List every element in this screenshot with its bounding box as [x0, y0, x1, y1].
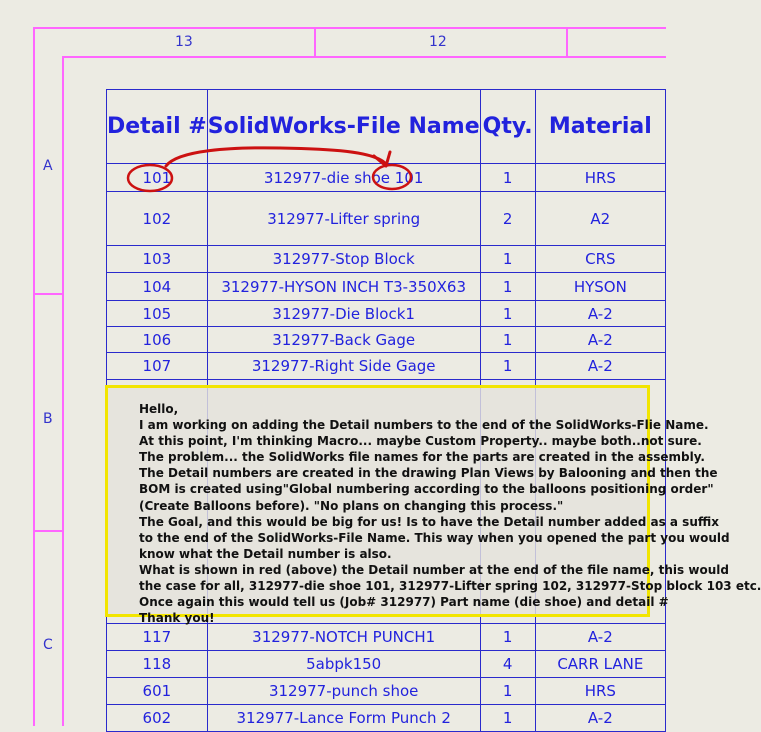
cell-detail: 105 — [107, 301, 208, 327]
zone-label-row-b: B — [43, 411, 53, 427]
note-line: know what the Detail number is also. — [139, 546, 392, 561]
note-line: The problem... the SolidWorks file names for the parts are created in the assembly. — [139, 450, 705, 465]
cell-detail: 101 — [107, 164, 208, 192]
cell-qty: 1 — [480, 353, 535, 380]
cell-material: HYSON — [535, 273, 665, 301]
frame-inner-top — [62, 56, 666, 58]
cell-file-name: 312977-Die Block1 — [207, 301, 480, 327]
header-file-name: SolidWorks-File Name — [207, 90, 480, 164]
cell-detail: 117 — [107, 624, 208, 651]
frame-zone-divider-row-2 — [33, 530, 63, 532]
frame-zone-divider-col-2 — [566, 27, 568, 57]
cell-file-name: 312977-punch shoe — [207, 678, 480, 705]
file-name-suffix: 101 — [394, 168, 424, 187]
cell-material: HRS — [535, 678, 665, 705]
cell-file-name: 312977-Lance Form Punch 2 — [207, 705, 480, 732]
cell-material: A2 — [535, 192, 665, 246]
frame-inner-left — [62, 56, 64, 726]
zone-label-col-12: 12 — [429, 34, 447, 50]
zone-label-row-a: A — [43, 158, 53, 174]
header-detail-number: Detail # — [107, 90, 208, 164]
cell-file-name: 312977-NOTCH PUNCH1 — [207, 624, 480, 651]
cell-file-name: 312977-Back Gage — [207, 327, 480, 353]
zone-label-row-c: C — [43, 637, 53, 653]
cell-detail: 107 — [107, 353, 208, 380]
cell-material: HRS — [535, 164, 665, 192]
cell-material: CRS — [535, 246, 665, 273]
table-row — [107, 301, 666, 327]
zone-label-col-13: 13 — [175, 34, 193, 50]
table-row — [107, 192, 666, 246]
table-row — [107, 164, 666, 192]
cell-qty: 2 — [480, 192, 535, 246]
table-row — [107, 246, 666, 273]
table-row — [107, 705, 666, 732]
note-line: Thank you! — [139, 611, 215, 626]
table-row — [107, 273, 666, 301]
table-row — [107, 651, 666, 678]
cell-file-name: 312977-HYSON INCH T3-350X63 — [207, 273, 480, 301]
cell-detail: 103 — [107, 246, 208, 273]
header-material: Material — [535, 90, 665, 164]
frame-zone-divider-col-1 — [314, 27, 316, 57]
cell-detail: 102 — [107, 192, 208, 246]
cell-qty: 4 — [480, 651, 535, 678]
note-line: to the end of the SolidWorks-File Name. This way when you opened the part you would — [139, 530, 730, 545]
note-line: Hello, — [139, 402, 179, 416]
header-quantity: Qty. — [480, 90, 535, 164]
cell-detail: 601 — [107, 678, 208, 705]
cell-file-name — [207, 164, 480, 192]
cell-file-name: 312977-Right Side Gage — [207, 353, 480, 380]
note-line: the case for all, 312977-die shoe 101, 312977-Lifter spring 102, 312977-Stop block 103 etc. — [139, 579, 761, 594]
cell-material: A-2 — [535, 624, 665, 651]
note-line: The Goal, and this would be big for us! Is to have the Detail number added as a suffix — [139, 514, 719, 529]
cell-qty: 1 — [480, 705, 535, 732]
cell-qty: 1 — [480, 624, 535, 651]
bom-header-row — [107, 90, 666, 164]
cell-qty: 1 — [480, 246, 535, 273]
note-line: BOM is created using"Global numbering according to the balloons positioning order" — [139, 482, 714, 497]
cell-file-name: 312977-Lifter spring — [207, 192, 480, 246]
cell-material: A-2 — [535, 353, 665, 380]
note-line: (Create Balloons before). "No plans on changing this process." — [139, 498, 564, 513]
question-note-box — [105, 385, 761, 626]
file-name-text: 312977-die shoe — [263, 168, 391, 187]
table-row — [107, 624, 666, 651]
table-row — [107, 353, 666, 380]
note-line: Once again this would tell us (Job# 312977) Part name (die shoe) and detail # — [139, 595, 669, 610]
cell-detail: 104 — [107, 273, 208, 301]
cell-qty: 1 — [480, 678, 535, 705]
note-line: The Detail numbers are created in the drawing Plan Views by Balooning and then the — [139, 466, 718, 481]
cell-material: A-2 — [535, 327, 665, 353]
cell-detail: 118 — [107, 651, 208, 678]
note-line: I am working on adding the Detail numbers to the end of the SolidWorks-Flie Name. — [139, 418, 709, 433]
cell-file-name: 312977-Stop Block — [207, 246, 480, 273]
frame-outer-top — [33, 27, 666, 29]
cell-qty: 1 — [480, 164, 535, 192]
cell-qty: 1 — [480, 301, 535, 327]
table-row — [107, 327, 666, 353]
cell-qty: 1 — [480, 327, 535, 353]
table-row — [107, 678, 666, 705]
cell-detail: 602 — [107, 705, 208, 732]
cell-qty: 1 — [480, 273, 535, 301]
note-line: At this point, I'm thinking Macro... maybe Custom Property.. maybe both..not sure. — [139, 434, 702, 449]
frame-zone-divider-row-1 — [33, 293, 63, 295]
cell-material: A-2 — [535, 705, 665, 732]
cell-material: CARR LANE — [535, 651, 665, 678]
cell-material: A-2 — [535, 301, 665, 327]
cell-file-name: 5abpk150 — [207, 651, 480, 678]
cell-detail: 106 — [107, 327, 208, 353]
frame-outer-left — [33, 27, 35, 726]
note-line: What is shown in red (above) the Detail number at the end of the file name, this would — [139, 562, 729, 577]
